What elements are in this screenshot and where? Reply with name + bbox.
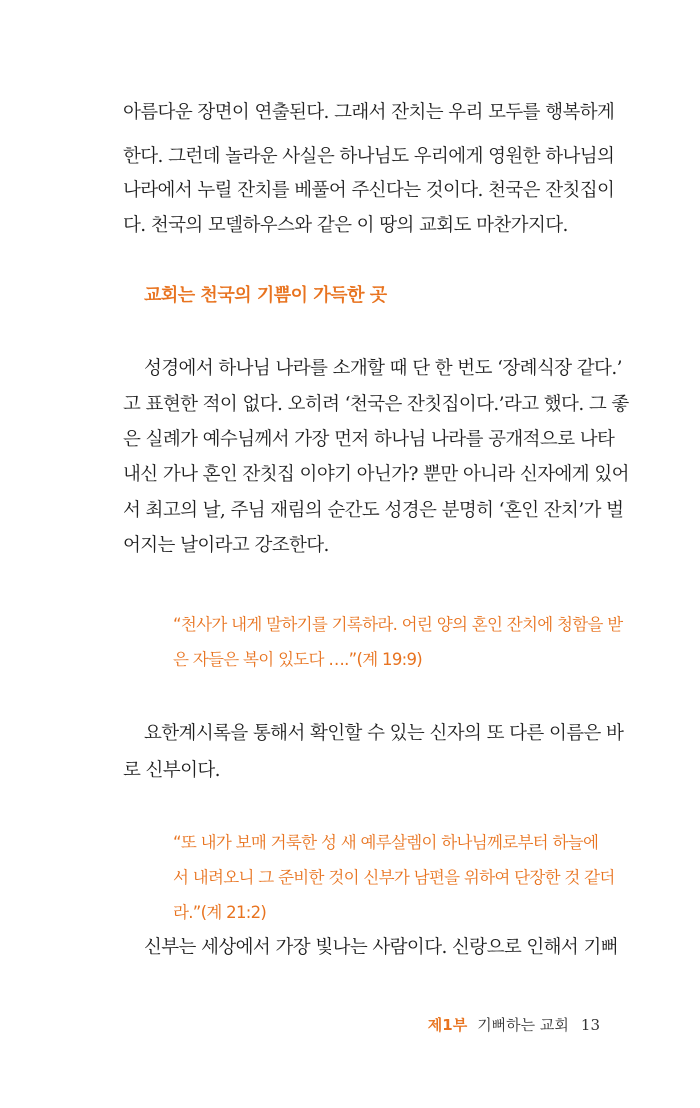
paragraph-line: 어지는 날이라고 강조한다. [123, 535, 329, 556]
paragraph-line: 신부는 세상에서 가장 빛나는 사람이다. 신랑으로 인해서 기뻐 [144, 937, 619, 958]
paragraph-line: 나라에서 누릴 잔치를 베풀어 주신다는 것이다. 천국은 잔칫집이 [123, 180, 615, 201]
scripture-quote-line: 은 자들은 복이 있도다 ….”(계 19:9) [173, 650, 423, 669]
chapter-title: 기뻐하는 교회 [477, 1016, 569, 1034]
paragraph-line: 고 표현한 적이 없다. 오히려 ‘천국은 잔칫집이다.’라고 했다. 그 좋 [123, 394, 629, 415]
paragraph-line: 서 최고의 날, 주님 재림의 순간도 성경은 분명히 ‘혼인 잔치’가 벌 [123, 500, 624, 521]
paragraph-line: 다. 천국의 모델하우스와 같은 이 땅의 교회도 마찬가지다. [123, 215, 568, 236]
scripture-quote-line: 라.”(계 21:2) [173, 903, 267, 922]
scripture-quote-line: “천사가 내게 말하기를 기록하라. 어린 양의 혼인 잔치에 청함을 받 [173, 615, 623, 634]
page-number: 13 [580, 1016, 600, 1034]
scripture-quote-line: 서 내려오니 그 준비한 것이 신부가 남편을 위하여 단장한 것 같더 [173, 868, 615, 887]
paragraph-line: 로 신부이다. [123, 760, 220, 781]
part-label: 제1부 [427, 1016, 468, 1034]
scripture-quote-line: “또 내가 보매 거룩한 성 새 예루살렘이 하나님께로부터 하늘에 [173, 833, 599, 852]
paragraph-line: 은 실례가 예수님께서 가장 먼저 하나님 나라를 공개적으로 나타 [123, 429, 615, 450]
paragraph-line: 한다. 그런데 놀라운 사실은 하나님도 우리에게 영원한 하나님의 [123, 146, 615, 167]
paragraph-line: 요한계시록을 통해서 확인할 수 있는 신자의 또 다른 이름은 바 [144, 723, 624, 744]
section-heading: 교회는 천국의 기쁨이 가득한 곳 [144, 285, 387, 306]
paragraph-line: 내신 가나 혼인 잔칫집 이야기 아닌가? 뿐만 아니라 신자에게 있어 [123, 464, 629, 485]
paragraph-line: 아름다운 장면이 연출된다. 그래서 잔치는 우리 모두를 행복하게 [123, 102, 615, 123]
page-footer [428, 1014, 600, 1035]
paragraph-line: 성경에서 하나님 나라를 소개할 때 단 한 번도 ‘장례식장 같다.’ [144, 358, 622, 379]
